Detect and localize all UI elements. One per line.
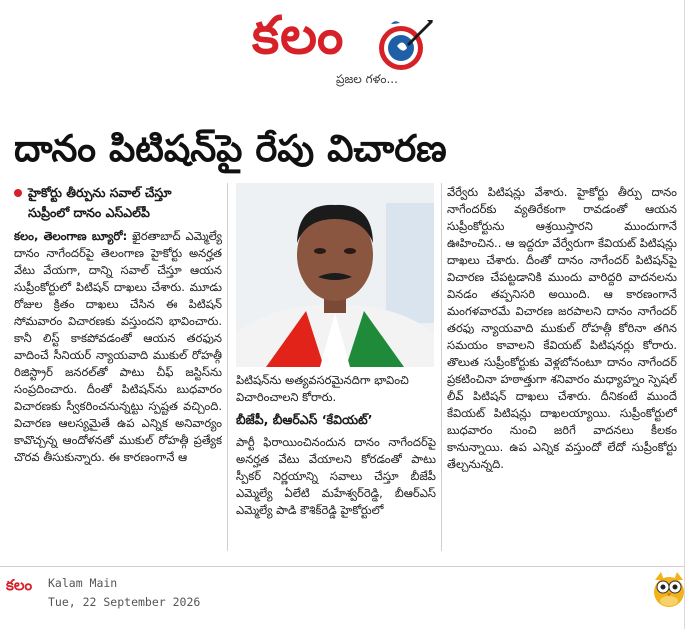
column-divider — [441, 183, 442, 551]
masthead — [252, 6, 442, 90]
photo-caption: పిటిషన్‌ను అత్యవసరమైనదిగా భావించి విచారించాలని కోరారు. — [236, 373, 409, 404]
publication-name: Kalam Main — [48, 576, 118, 590]
article-column-1 — [14, 228, 222, 554]
subhead-line-1: హైకోర్టు తీర్పును సవాల్ చేస్తూ — [28, 185, 172, 200]
publication-date: Tue, 22 September 2026 — [48, 595, 201, 609]
column-2-text: పార్టీ ఫిరాయించినందున దానం నాగేందర్‌పై అనర్హత వేటు వేయాలని కోరడంతో పాటు స్పీకర్ నిర్ణయాన్ని సవాలు చేస్తూ బీజేపీ ఎమ్మెల్యే ఏలేటి మహేశ్వర్‌రెడ్డి, బీఆర్ఎస్ ఎమ్మెల్యే పాడి కౌశిక్‌రెడ్డి హైకోర్టులో — [236, 435, 436, 517]
column-3-text: వేర్వేరు పిటిషన్లు వేశారు. హైకోర్టు తీర్పు దానం నాగేందర్‌కు వ్యతిరేకంగా రావడంతో ఆయన సుప్రీంకోర్టును ఆశ్రయిస్తారని ముందుగానే ఊహించిన.. ఆ ఇద్దరూ వేర్వేరుగా కేవియట్ పిటిషన్లు దాఖలు చేశారు. దీంతో దానం నాగేందర్ పిటిషన్‌పై విచారణ చేపట్టడానికి ముందు వారిద్దరి వాదనలను వినడం తప్పనిసరి అయింది. ఆ కారణంగానే మంగళవారమే విచారణ జరపాలని దానం నాగేందర్ తరఫు న్యాయవాది ముకుల్ రోహత్గీ కోరినా తగిన సమయం కావాలని కేవియట్ పిటిషనర్లు కోరారు. తొలుత సుప్రీంకోర్టుకు వెళ్లబోనంటూ దానం నాగేందర్ ప్రకటించినా హఠాత్తుగా శనివారం మధ్యాహ్నం స్పెషల్ లీవ్ పిటిషన్ దాఖలు చేశారు. దీనికంటే ముందే కేవియట్ పిటిషన్లు దాఖలయ్యాయి. సుప్రీంకోర్టులో బుధవారం నుంచి జరిగే వాదనలు కీలకం కానున్నాయి. ఉప ఎన్నిక వస్తుందో లేదో సుప్రీంకోర్టు తేల్చనున్నది. — [447, 185, 677, 471]
owl-icon[interactable] — [652, 570, 686, 608]
newspaper-logo: కలం — [252, 6, 345, 66]
subhead-line-2: సుప్రీంలో దానం ఎస్‌ఎల్‌పీ — [28, 205, 150, 220]
article-dateline: కలం, తెలంగాణ బ్యూరో: — [14, 229, 128, 243]
politician-photo — [236, 183, 434, 367]
article-column-2 — [236, 434, 436, 554]
section-subhead: బీజేపీ, బీఆర్ఎస్ ‘కేవియట్’ — [236, 412, 373, 427]
column-1-text: ఖైరతాబాద్ ఎమ్మెల్యే దానం నాగేందర్‌పై తెలంగాణ హైకోర్టు అనర్హత వేటు వేయగా, దాన్ని సవాల్ చేస్తూ ఆయన సుప్రీంకోర్టులో పిటిషన్ దాఖలు చేశారు. మూడు రోజుల క్రితం దాఖలు చేసిన ఈ పిటిషన్ సోమవారం విచారణకు వస్తుందని భావించారు. కానీ లిస్ట్ కాకపోవడంతో ఆయన తరఫున వాదించే సీనియర్ న్యాయవాది ముకుల్ రోహత్గీ రిజిస్ట్రార్ జనరల్‌తో పాటు చీఫ్ జస్టిస్‌ను సంప్రదించారు. దీంతో పిటిషన్‌ను బుధవారం విచారణకు స్వీకరించనున్నట్టు స్పష్టత వచ్చింది. విచారణ ఆలస్యమైతే ఉప ఎన్నిక అనివార్యం కావొచ్చన్న ఆందోళనతో ముకుల్ రోహత్గీ ప్రత్యేక చొరవ తీసుకున్నారు. ఈ కారణంగానే ఆ — [14, 229, 222, 464]
article-subhead — [14, 183, 222, 223]
column-divider — [227, 183, 228, 551]
masthead-tagline: ప్రజల గళం... — [336, 72, 398, 86]
article-headline: దానం పిటిషన్‌పై రేపు విచారణ — [14, 127, 447, 170]
footer-publication — [48, 574, 200, 612]
footer-divider — [0, 566, 684, 567]
photo-illustration — [236, 183, 434, 367]
footer-logo: కలం — [6, 576, 33, 594]
red-bullet-icon — [14, 189, 22, 197]
article-column-3 — [447, 184, 677, 554]
pen-nib-emblem-icon — [377, 16, 435, 74]
